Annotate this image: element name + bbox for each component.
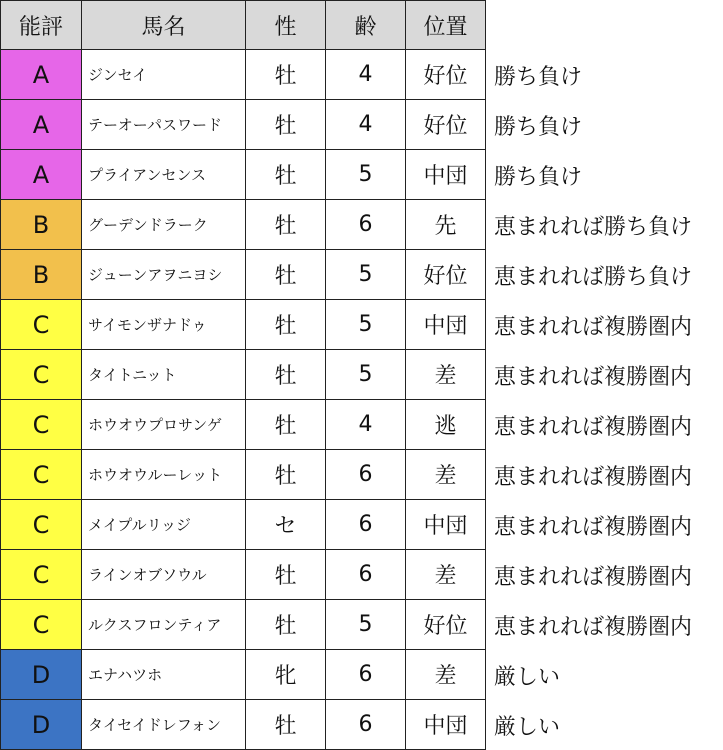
sex-cell: 牡 <box>246 300 326 350</box>
comment-cell: 勝ち負け <box>494 114 583 140</box>
horse-name-cell: エナハツホ <box>82 650 246 700</box>
horse-name-cell: タイトニット <box>82 350 246 400</box>
table-row <box>0 700 723 750</box>
sex-cell: 牡 <box>246 150 326 200</box>
horse-name-cell: テーオーパスワード <box>82 100 246 150</box>
sex-cell: セ <box>246 500 326 550</box>
horse-name-cell: ジューンアヲニヨシ <box>82 250 246 300</box>
comment-cell: 勝ち負け <box>494 64 583 90</box>
table-row <box>0 200 723 250</box>
horse-name-cell: ホウオウプロサンゲ <box>82 400 246 450</box>
table-row <box>0 150 723 200</box>
grade-cell: C <box>0 350 82 400</box>
table-row <box>0 500 723 550</box>
table-row <box>0 300 723 350</box>
position-cell: 差 <box>406 450 486 500</box>
sex-cell: 牝 <box>246 650 326 700</box>
age-cell: 6 <box>326 700 406 750</box>
age-cell: 6 <box>326 500 406 550</box>
sex-cell: 牡 <box>246 450 326 500</box>
comment-cell: 恵まれれば複勝圏内 <box>494 564 693 590</box>
grade-cell: C <box>0 450 82 500</box>
position-cell: 中団 <box>406 700 486 750</box>
horse-name-cell: ホウオウルーレット <box>82 450 246 500</box>
position-cell: 好位 <box>406 100 486 150</box>
header-grade: 能評 <box>0 0 82 50</box>
age-cell: 5 <box>326 600 406 650</box>
sex-cell: 牡 <box>246 250 326 300</box>
grade-cell: B <box>0 200 82 250</box>
comment-cell: 恵まれれば複勝圏内 <box>494 364 693 390</box>
header-sex: 性 <box>246 0 326 50</box>
header-age: 齢 <box>326 0 406 50</box>
header-row <box>0 0 723 50</box>
position-cell: 中団 <box>406 150 486 200</box>
horse-name-cell: グーデンドラーク <box>82 200 246 250</box>
comment-cell: 恵まれれば複勝圏内 <box>494 514 693 540</box>
table-row <box>0 250 723 300</box>
comment-cell: 恵まれれば複勝圏内 <box>494 614 693 640</box>
horse-name-cell: ジンセイ <box>82 50 246 100</box>
position-cell: 中団 <box>406 500 486 550</box>
grade-cell: A <box>0 50 82 100</box>
header-comment <box>486 0 723 50</box>
position-cell: 先 <box>406 200 486 250</box>
grade-cell: D <box>0 650 82 700</box>
grade-cell: B <box>0 250 82 300</box>
sex-cell: 牡 <box>246 200 326 250</box>
age-cell: 6 <box>326 650 406 700</box>
table-row <box>0 350 723 400</box>
horse-name-cell: ルクスフロンティア <box>82 600 246 650</box>
grade-cell: C <box>0 500 82 550</box>
grade-cell: D <box>0 700 82 750</box>
age-cell: 4 <box>326 400 406 450</box>
table-row <box>0 400 723 450</box>
horse-name-cell: メイプルリッジ <box>82 500 246 550</box>
grade-cell: C <box>0 600 82 650</box>
horse-name-cell: プライアンセンス <box>82 150 246 200</box>
age-cell: 6 <box>326 450 406 500</box>
sex-cell: 牡 <box>246 50 326 100</box>
table-row <box>0 100 723 150</box>
age-cell: 6 <box>326 550 406 600</box>
horse-name-cell: ラインオブソウル <box>82 550 246 600</box>
grade-cell: C <box>0 400 82 450</box>
position-cell: 好位 <box>406 250 486 300</box>
table-row <box>0 650 723 700</box>
horse-name-cell: サイモンザナドゥ <box>82 300 246 350</box>
position-cell: 差 <box>406 650 486 700</box>
position-cell: 逃 <box>406 400 486 450</box>
grade-cell: C <box>0 550 82 600</box>
table-row <box>0 600 723 650</box>
position-cell: 好位 <box>406 50 486 100</box>
comment-cell: 勝ち負け <box>494 164 583 190</box>
comment-cell: 厳しい <box>494 664 561 690</box>
age-cell: 4 <box>326 100 406 150</box>
table-row <box>0 550 723 600</box>
age-cell: 6 <box>326 200 406 250</box>
position-cell: 中団 <box>406 300 486 350</box>
grade-cell: C <box>0 300 82 350</box>
position-cell: 差 <box>406 350 486 400</box>
header-position: 位置 <box>406 0 486 50</box>
age-cell: 5 <box>326 150 406 200</box>
sex-cell: 牡 <box>246 350 326 400</box>
table-row <box>0 50 723 100</box>
comment-cell: 厳しい <box>494 714 561 740</box>
comment-cell: 恵まれれば複勝圏内 <box>494 314 693 340</box>
sex-cell: 牡 <box>246 550 326 600</box>
horse-name-cell: タイセイドレフォン <box>82 700 246 750</box>
sex-cell: 牡 <box>246 700 326 750</box>
age-cell: 4 <box>326 50 406 100</box>
age-cell: 5 <box>326 250 406 300</box>
grade-cell: A <box>0 100 82 150</box>
comment-cell: 恵まれれば複勝圏内 <box>494 414 693 440</box>
comment-cell: 恵まれれば勝ち負け <box>494 214 693 240</box>
age-cell: 5 <box>326 350 406 400</box>
table-row <box>0 450 723 500</box>
sex-cell: 牡 <box>246 100 326 150</box>
sex-cell: 牡 <box>246 600 326 650</box>
grade-cell: A <box>0 150 82 200</box>
position-cell: 差 <box>406 550 486 600</box>
comment-cell: 恵まれれば複勝圏内 <box>494 464 693 490</box>
header-horse-name: 馬名 <box>82 0 246 50</box>
age-cell: 5 <box>326 300 406 350</box>
position-cell: 好位 <box>406 600 486 650</box>
comment-cell: 恵まれれば勝ち負け <box>494 264 693 290</box>
sex-cell: 牡 <box>246 400 326 450</box>
